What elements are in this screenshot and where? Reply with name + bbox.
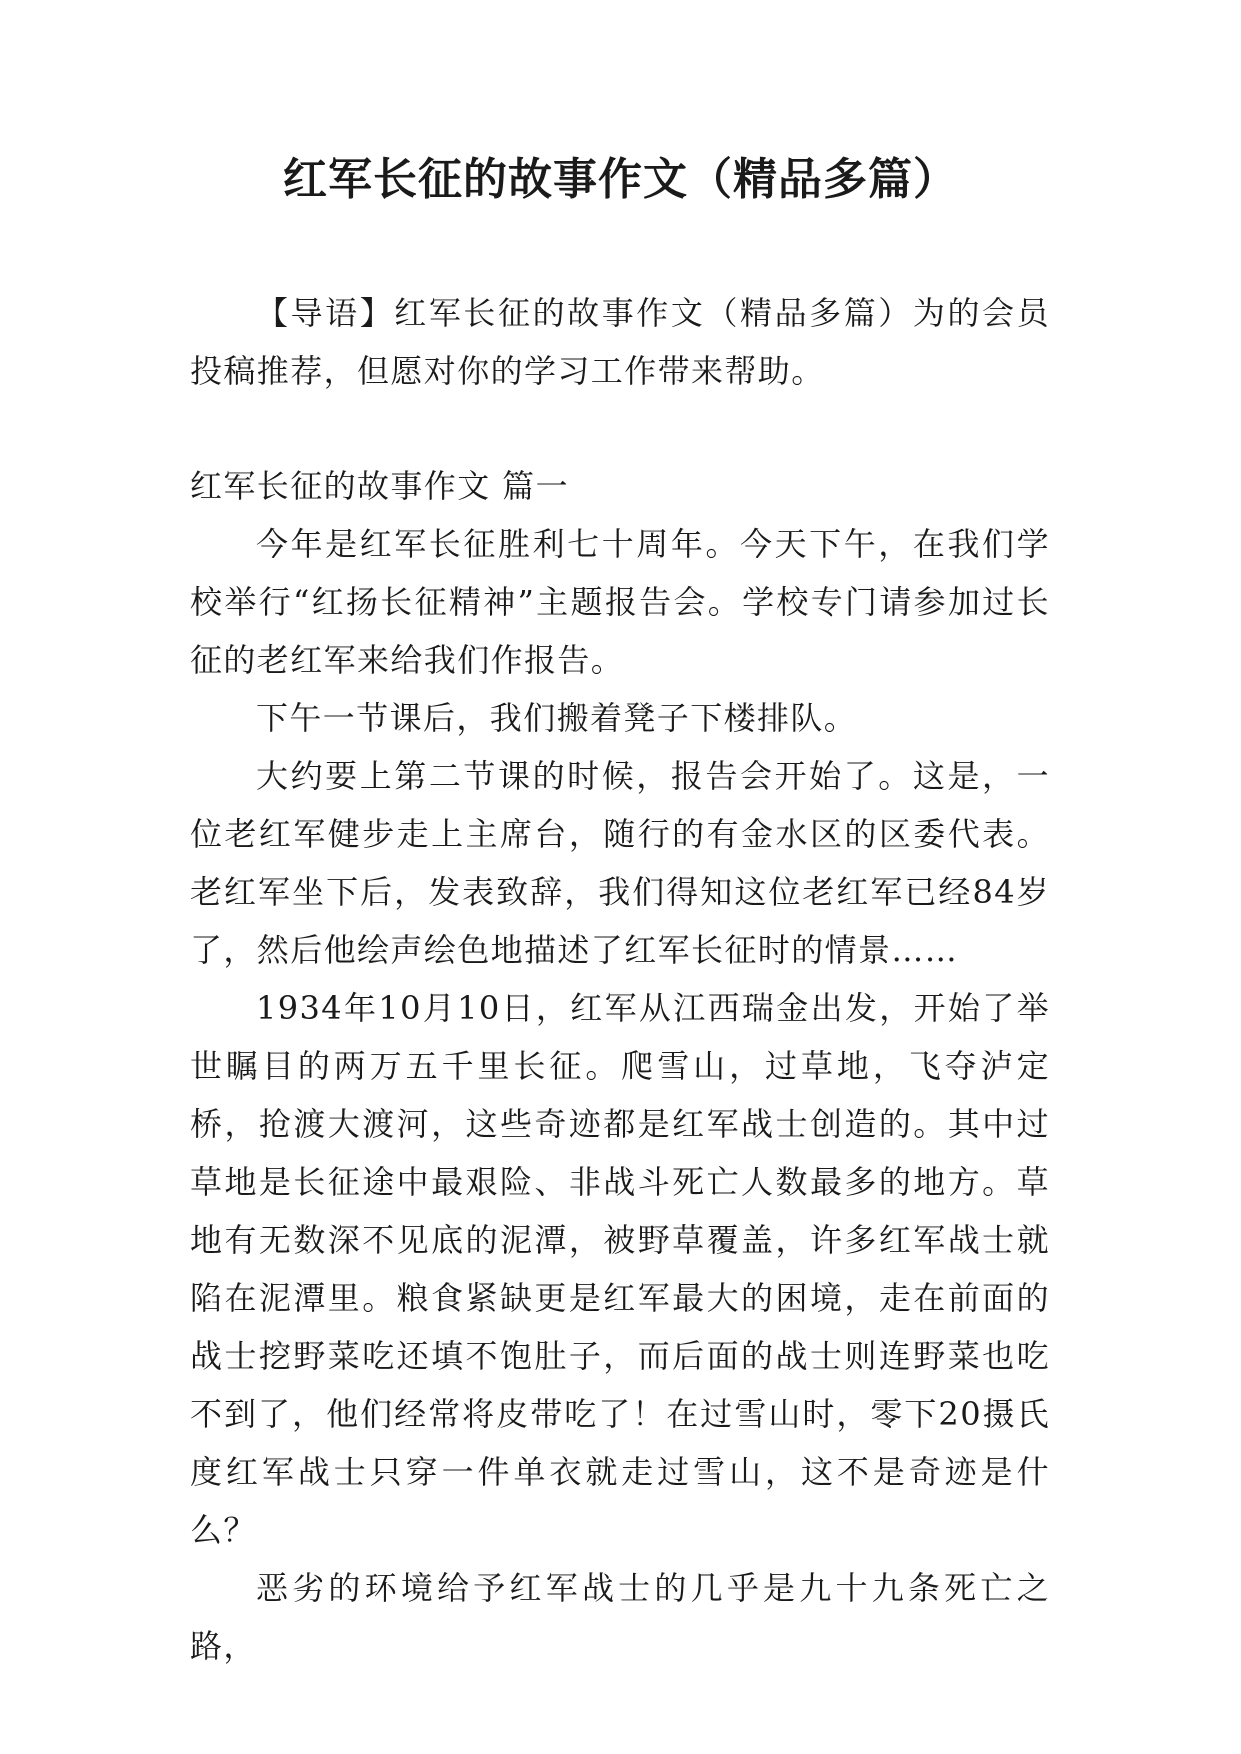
paragraph-3: 大约要上第二节课的时候，报告会开始了。这是，一位老红军健步走上主席台，随行的有金水区的区委代表。老红军坐下后，发表致辞，我们得知这位老红军已经84岁了，然后他绘声绘色地描述了红军长征时的情景…… <box>190 757 1050 969</box>
intro-paragraph: 【导语】红军长征的故事作文（精品多篇）为的会员投稿推荐，但愿对你的学习工作带来帮助。 <box>190 294 1050 390</box>
article-body <box>190 457 1050 1675</box>
paragraph-2: 下午一节课后，我们搬着凳子下楼排队。 <box>256 699 858 737</box>
paragraph-1: 今年是红军长征胜利七十周年。今天下午，在我们学校举行“红扬长征精神”主题报告会。学校专门请参加过长征的老红军来给我们作报告。 <box>190 525 1050 679</box>
paragraph-4: 1934年10月10日，红军从江西瑞金出发，开始了举世瞩目的两万五千里长征。爬雪山，过草地，飞夺泸定桥，抢渡大渡河，这些奇迹都是红军战士创造的。其中过草地是长征途中最艰险、非战斗死亡人数最多的地方。草地有无数深不见底的泥潭，被野草覆盖，许多红军战士就陷在泥潭里。粮食紧缺更是红军最大的困境，走在前面的战士挖野菜吃还填不饱肚子，而后面的战士则连野菜也吃不到了，他们经常将皮带吃了！在过雪山时，零下20摄氏度红军战士只穿一件单衣就走过雪山，这不是奇迹是什么？ <box>190 989 1050 1549</box>
document-title: 红军长征的故事作文（精品多篇） <box>283 154 958 205</box>
section-heading: 红军长征的故事作文 篇一 <box>190 467 569 505</box>
paragraph-5: 恶劣的环境给予红军战士的几乎是九十九条死亡之路， <box>190 1569 1050 1665</box>
intro-block <box>190 284 1050 400</box>
